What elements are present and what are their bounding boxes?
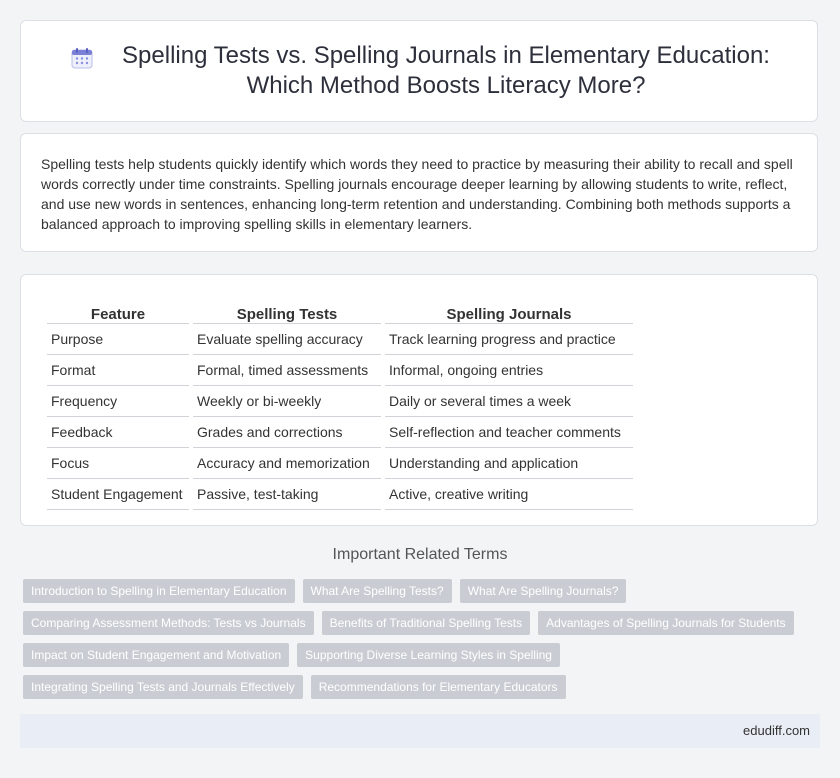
table-row bbox=[47, 386, 633, 417]
table-cell: Informal, ongoing entries bbox=[385, 355, 633, 386]
related-term-tag[interactable]: Introduction to Spelling in Elementary Education bbox=[23, 579, 295, 603]
table-row bbox=[47, 417, 633, 448]
title-card bbox=[20, 20, 818, 122]
table-cell: Feedback bbox=[47, 417, 189, 448]
table-row bbox=[47, 448, 633, 479]
calendar-icon bbox=[70, 46, 94, 70]
related-term-tag[interactable]: What Are Spelling Journals? bbox=[460, 579, 627, 603]
table-cell: Student Engagement bbox=[47, 479, 189, 510]
table-cell: Formal, timed assessments bbox=[193, 355, 381, 386]
table-cell: Focus bbox=[47, 448, 189, 479]
page-title: Spelling Tests vs. Spelling Journals in Elementary Education: Which Method Boosts Literacy More? bbox=[122, 42, 770, 99]
related-term-tag[interactable]: Benefits of Traditional Spelling Tests bbox=[322, 611, 531, 635]
table-cell: Grades and corrections bbox=[193, 417, 381, 448]
table-cell: Weekly or bi-weekly bbox=[193, 386, 381, 417]
related-term-tag[interactable]: Comparing Assessment Methods: Tests vs Journals bbox=[23, 611, 314, 635]
table-cell: Frequency bbox=[47, 386, 189, 417]
table-row bbox=[47, 324, 633, 355]
related-terms-list bbox=[23, 579, 823, 707]
related-term-tag[interactable]: Supporting Diverse Learning Styles in Spelling bbox=[297, 643, 560, 667]
related-terms-heading: Important Related Terms bbox=[332, 546, 508, 563]
footer-site-name: edudiff.com bbox=[743, 723, 810, 738]
related-term-tag[interactable]: Advantages of Spelling Journals for Students bbox=[538, 611, 793, 635]
table-cell: Format bbox=[47, 355, 189, 386]
table-cell: Track learning progress and practice bbox=[385, 324, 633, 355]
comparison-table bbox=[43, 293, 637, 510]
table-header-row bbox=[47, 293, 633, 324]
tag-row bbox=[23, 643, 823, 667]
column-header-spelling-journals: Spelling Journals bbox=[385, 293, 633, 324]
tag-row bbox=[23, 579, 823, 603]
related-term-tag[interactable]: Recommendations for Elementary Educators bbox=[311, 675, 566, 699]
comparison-card bbox=[20, 274, 818, 526]
table-cell: Accuracy and memorization bbox=[193, 448, 381, 479]
related-term-tag[interactable]: What Are Spelling Tests? bbox=[303, 579, 452, 603]
intro-card bbox=[20, 133, 818, 252]
tag-row bbox=[23, 675, 823, 699]
table-cell: Purpose bbox=[47, 324, 189, 355]
table-row bbox=[47, 355, 633, 386]
related-term-tag[interactable]: Integrating Spelling Tests and Journals Effectively bbox=[23, 675, 303, 699]
table-row bbox=[47, 479, 633, 510]
footer bbox=[20, 714, 820, 748]
column-header-spelling-tests: Spelling Tests bbox=[193, 293, 381, 324]
table-cell: Understanding and application bbox=[385, 448, 633, 479]
table-cell: Evaluate spelling accuracy bbox=[193, 324, 381, 355]
table-cell: Active, creative writing bbox=[385, 479, 633, 510]
table-cell: Daily or several times a week bbox=[385, 386, 633, 417]
column-header-feature: Feature bbox=[47, 293, 189, 324]
related-term-tag[interactable]: Impact on Student Engagement and Motivation bbox=[23, 643, 289, 667]
table-cell: Self-reflection and teacher comments bbox=[385, 417, 633, 448]
table-cell: Passive, test-taking bbox=[193, 479, 381, 510]
tag-row bbox=[23, 611, 823, 635]
intro-paragraph: Spelling tests help students quickly identify which words they need to practice by measuring their ability to recall and spell words correctly under time constraints. Spelling journals encourage deeper learning by allowing students to write, reflect, and use new words in sentences, enhancing long-term retention and understanding. Combining both methods supports a balanced approach to improving spelling skills in elementary learners. bbox=[41, 156, 793, 232]
